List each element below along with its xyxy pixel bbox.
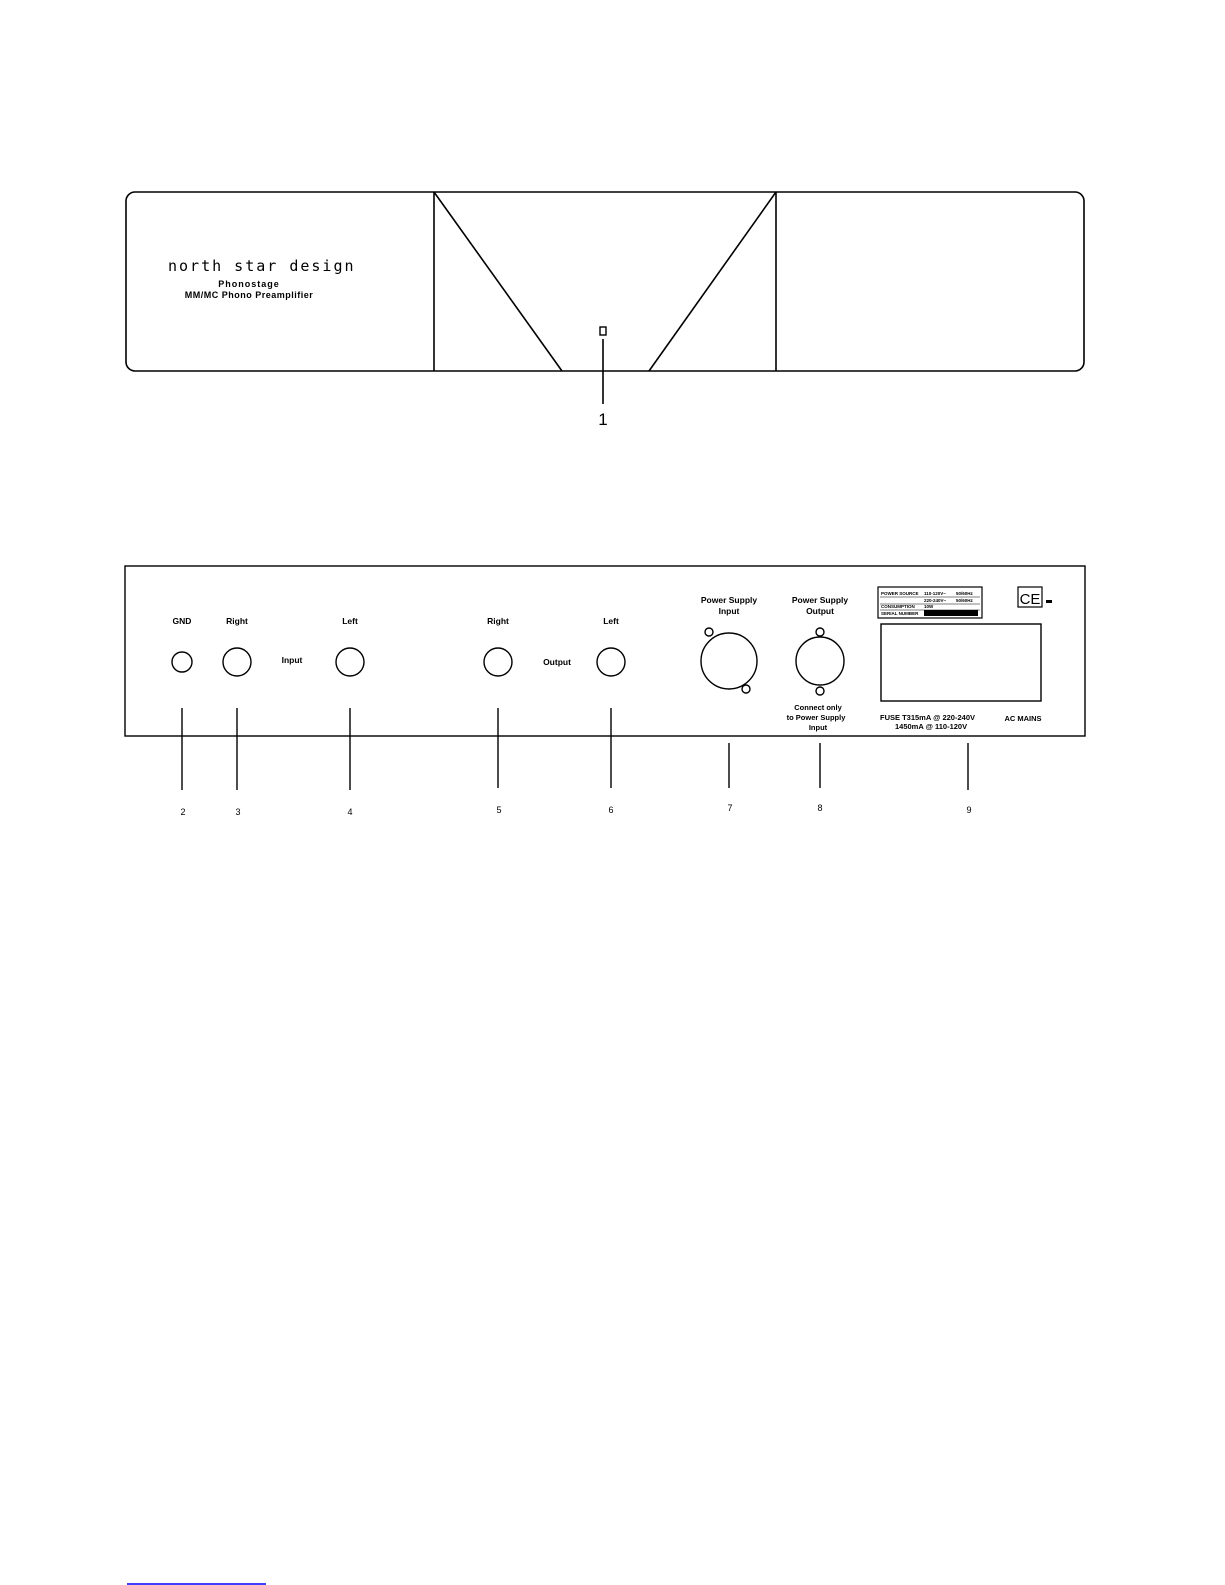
gnd-terminal	[172, 652, 192, 672]
label-input-left: Left	[342, 616, 358, 626]
power-indicator-led	[600, 327, 606, 335]
front-panel-brand: north star design	[168, 257, 356, 275]
rating-plate-row1-value-b: 50/60Hz	[956, 591, 973, 596]
connect-note-line1: Connect only	[794, 703, 842, 712]
ps-input-mount-hole-top	[705, 628, 713, 636]
label-ac-mains: AC MAINS	[1004, 714, 1042, 723]
ps-input-mount-hole-bottom	[742, 685, 750, 693]
rating-plate-row1-label: POWER SOURCE	[881, 591, 919, 596]
input-left-jack	[336, 648, 364, 676]
label-ps-output-line1: Power Supply	[791, 595, 849, 605]
callout-3: 3	[235, 807, 241, 817]
rating-plate-row1-value-a: 110-120V~	[924, 591, 946, 596]
callout-2: 2	[180, 807, 186, 817]
input-right-jack	[223, 648, 251, 676]
callout-4: 4	[347, 807, 353, 817]
output-left-jack	[597, 648, 625, 676]
connect-note-line2: to Power Supply	[786, 713, 846, 722]
rating-plate-row2-value-a: 220-240V~	[924, 598, 947, 603]
rating-plate-row2-value-b: 50/60Hz	[956, 598, 973, 603]
callout-7: 7	[727, 803, 733, 813]
ce-mark-tiny-symbol	[1046, 600, 1052, 603]
ce-mark: CE	[1019, 591, 1041, 608]
ps-output-connector	[796, 637, 844, 685]
ac-mains-inlet	[881, 624, 1041, 701]
label-output-left: Left	[603, 616, 619, 626]
label-output-right: Right	[487, 616, 509, 626]
ps-output-mount-hole-bottom	[816, 687, 824, 695]
front-panel-bevel-right	[649, 192, 776, 371]
label-ps-input-line1: Power Supply	[700, 595, 758, 605]
label-gnd: GND	[172, 616, 192, 626]
output-right-jack	[484, 648, 512, 676]
rating-plate-row3-label: CONSUMPTION	[881, 604, 915, 609]
label-input-right: Right	[226, 616, 248, 626]
serial-number-field	[924, 610, 978, 616]
callout-9: 9	[966, 805, 972, 815]
label-ps-output-line2: Output	[806, 606, 834, 616]
fuse-spec-line2: 1450mA @ 110-120V	[895, 722, 968, 731]
front-panel-bevel-left	[434, 192, 562, 371]
callout-6: 6	[608, 805, 614, 815]
label-output: Output	[543, 657, 571, 667]
fuse-spec-line1: FUSE T315mA @ 220-240V	[880, 713, 975, 722]
ps-output-mount-hole-top	[816, 628, 824, 636]
rating-plate-row3-value: 10W	[924, 604, 934, 609]
front-panel-model: Phonostage	[218, 279, 280, 289]
rating-plate-row4-label: SERIAL NUMBER	[881, 611, 919, 616]
callout-1: 1	[598, 410, 608, 429]
callout-5: 5	[496, 805, 502, 815]
front-panel-description: MM/MC Phono Preamplifier	[184, 290, 314, 300]
label-ps-input-line2: Input	[718, 606, 740, 616]
connect-note-line3: Input	[808, 723, 828, 732]
ps-input-connector	[701, 633, 757, 689]
label-input: Input	[281, 655, 303, 665]
callout-8: 8	[817, 803, 823, 813]
